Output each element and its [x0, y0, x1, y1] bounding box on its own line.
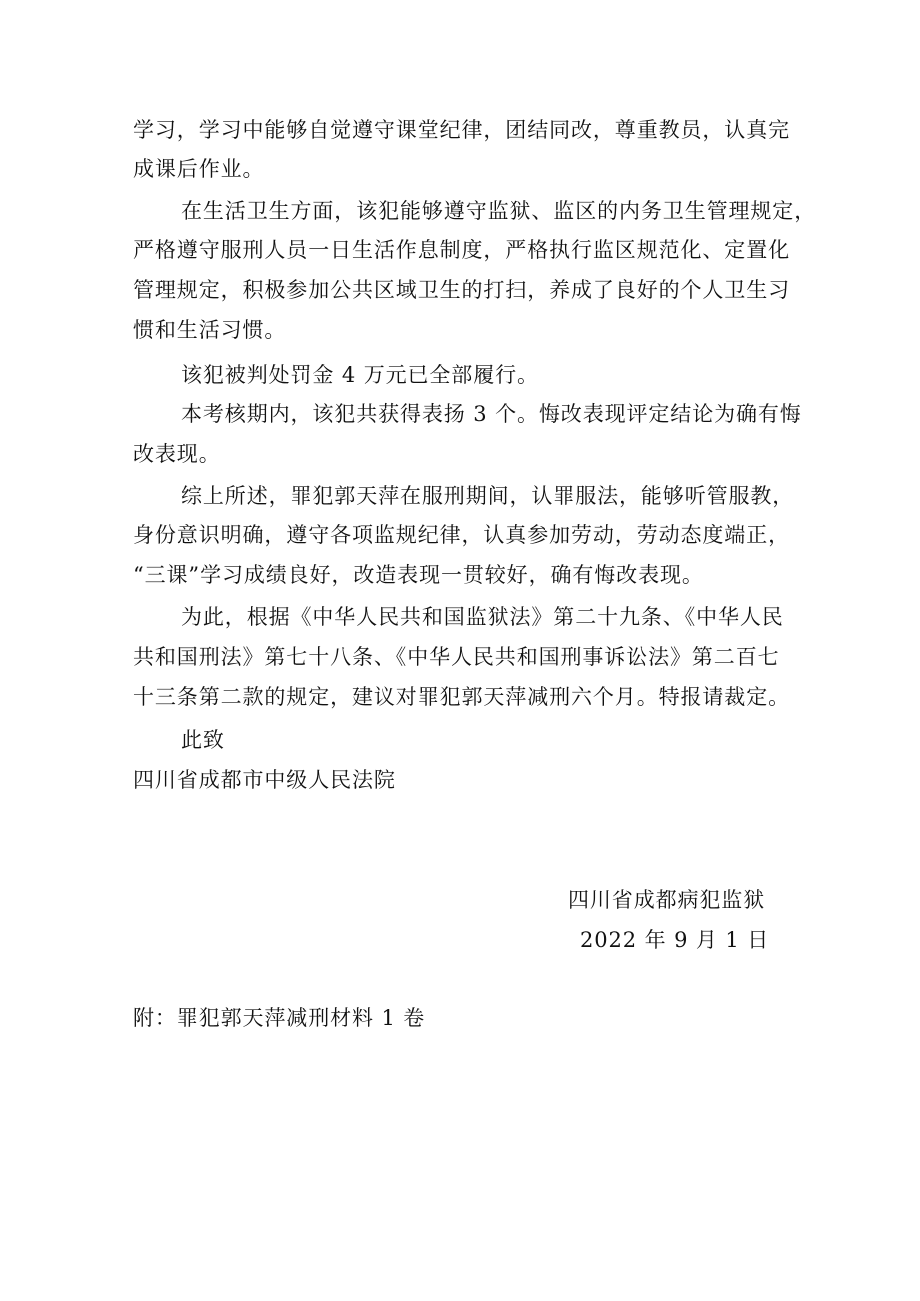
body-line-6: 惯和生活习惯。	[133, 318, 287, 342]
salutation: 此致	[181, 728, 225, 752]
body-line-14: 共和国刑法》第七十八条、《中华人民共和国刑事诉讼法》第二百七	[133, 645, 780, 669]
body-line-11: 身份意识明确，遵守各项监规纪律，认真参加劳动，劳动态度端正，	[133, 523, 790, 547]
body-line-7: 该犯被判处罚金 4 万元已全部履行。	[181, 363, 539, 387]
issuer-name: 四川省成都病犯监狱	[568, 888, 766, 912]
body-line-8: 本考核期内，该犯共获得表扬 3 个。悔改表现评定结论为确有悔	[181, 402, 802, 426]
body-line-3: 在生活卫生方面，该犯能够遵守监狱、监区的内务卫生管理规定，	[181, 199, 817, 223]
body-line-4: 严格遵守服刑人员一日生活作息制度，严格执行监区规范化、定置化	[133, 238, 790, 262]
body-line-5: 管理规定，积极参加公共区域卫生的打扫，养成了良好的个人卫生习	[133, 278, 790, 302]
body-line-1: 学习，学习中能够自觉遵守课堂纪律，团结同改，尊重教员，认真完	[133, 118, 790, 142]
body-line-10: 综上所述，罪犯郭天萍在服刑期间，认罪服法，能够听管服教，	[181, 484, 795, 508]
body-line-12: “三课”学习成绩良好，改造表现一贯较好，确有悔改表现。	[133, 563, 704, 587]
attachment-note: 附：罪犯郭天萍减刑材料 1 卷	[133, 1006, 426, 1030]
issue-date: 2022 年 9 月 1 日	[580, 928, 770, 952]
body-line-2: 成课后作业。	[133, 157, 265, 181]
body-line-9: 改表现。	[133, 442, 221, 466]
addressee: 四川省成都市中级人民法院	[133, 768, 396, 792]
body-line-13: 为此，根据《中华人民共和国监狱法》第二十九条、《中华人民	[181, 605, 784, 629]
body-line-15: 十三条第二款的规定，建议对罪犯郭天萍减刑六个月。特报请裁定。	[133, 685, 790, 709]
